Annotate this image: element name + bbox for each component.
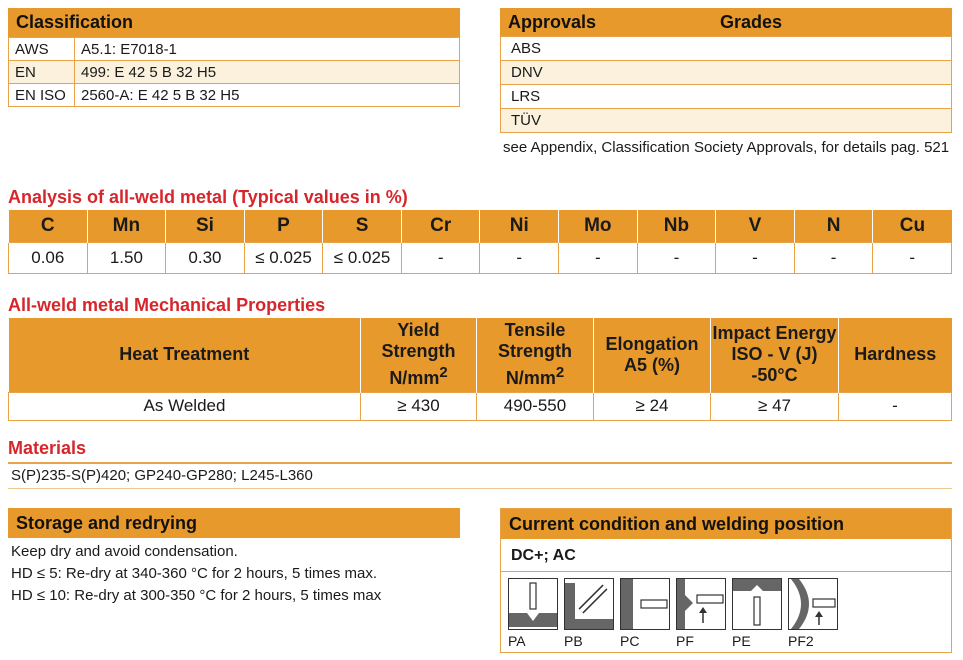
position-label: PA xyxy=(508,633,526,649)
element-value: ≤ 0.025 xyxy=(244,242,323,273)
mechanical-header-row xyxy=(9,318,952,392)
impact-value: ≥ 47 xyxy=(711,392,839,420)
position-pf-icon xyxy=(676,578,726,630)
approvals-note: see Appendix, Classification Society Approvals, for details pag. 521 xyxy=(503,139,950,156)
tensile-label-1: Tensile xyxy=(504,320,566,341)
element-header: Mo xyxy=(559,210,638,242)
elongation-label-2: A5 (%) xyxy=(623,354,680,375)
element-header: N xyxy=(794,210,873,242)
materials-title: Materials xyxy=(8,438,87,458)
divider xyxy=(8,488,952,489)
materials-text: S(P)235-S(P)420; GP240-GP280; L245-L360 xyxy=(11,467,313,484)
value-cell: 499: E 42 5 B 32 H5 xyxy=(75,61,460,84)
value-cell: A5.1: E7018-1 xyxy=(75,38,460,61)
heat-treatment-value: As Welded xyxy=(9,392,361,420)
position-pc-icon xyxy=(620,578,670,630)
standard-cell: EN ISO xyxy=(9,84,75,107)
tensile-value: 490-550 xyxy=(477,392,594,420)
hardness-header xyxy=(839,318,952,392)
element-value: - xyxy=(559,242,638,273)
position-pa-icon xyxy=(508,578,558,630)
element-value: - xyxy=(637,242,716,273)
current-condition: DC+; AC xyxy=(511,547,576,564)
classification-title: Classification xyxy=(16,12,134,32)
storage-title: Storage and redrying xyxy=(16,512,198,533)
element-header: Si xyxy=(166,210,245,242)
yield-label-1: Yield xyxy=(397,320,440,341)
divider xyxy=(501,571,951,572)
element-header: S xyxy=(323,210,402,242)
standard-cell: AWS xyxy=(9,38,75,61)
element-value: ≤ 0.025 xyxy=(323,242,402,273)
current-header xyxy=(501,509,951,539)
yield-header xyxy=(361,318,477,392)
table-row xyxy=(9,38,460,61)
table-row xyxy=(9,84,460,107)
element-header: C xyxy=(9,210,88,242)
yield-value: ≥ 430 xyxy=(361,392,477,420)
approval-cell: ABS xyxy=(501,37,952,61)
current-panel xyxy=(500,508,952,653)
position-pe-icon xyxy=(732,578,782,630)
tensile-sup: 2 xyxy=(555,364,565,382)
element-value: 0.30 xyxy=(166,242,245,273)
hardness-label: Hardness xyxy=(854,344,937,365)
mechanical-value-row xyxy=(9,392,952,420)
element-value: - xyxy=(873,242,952,273)
approvals-table xyxy=(500,36,952,133)
classification-table xyxy=(8,37,460,107)
element-header: Mn xyxy=(87,210,166,242)
element-header: Ni xyxy=(480,210,559,242)
table-row xyxy=(501,109,952,133)
table-row xyxy=(501,61,952,85)
element-header: V xyxy=(716,210,795,242)
position-pf2-icon xyxy=(788,578,838,630)
current-title: Current condition and welding position xyxy=(509,513,844,534)
heat-treatment-label: Heat Treatment xyxy=(119,344,250,365)
mechanical-table xyxy=(8,318,952,421)
storage-panel xyxy=(8,508,460,538)
analysis-header-row xyxy=(9,210,952,242)
table-row xyxy=(9,61,460,84)
storage-line: HD ≤ 5: Re-dry at 340-360 °C for 2 hours, 5 times max. xyxy=(11,565,378,582)
element-value: 0.06 xyxy=(9,242,88,273)
table-row xyxy=(501,37,952,61)
elongation-label-1: Elongation xyxy=(605,333,699,354)
element-value: - xyxy=(480,242,559,273)
element-header: P xyxy=(244,210,323,242)
element-value: - xyxy=(716,242,795,273)
yield-label-2: Strength xyxy=(381,341,456,362)
classification-header xyxy=(8,8,460,37)
analysis-table xyxy=(8,210,952,274)
element-header: Nb xyxy=(637,210,716,242)
analysis-title: Analysis of all-weld metal (Typical values in %) xyxy=(8,187,408,207)
hardness-value: - xyxy=(839,392,952,420)
impact-label-2: ISO - V (J) xyxy=(731,344,818,365)
storage-header xyxy=(8,508,460,538)
impact-header xyxy=(711,318,839,392)
value-cell: 2560-A: E 42 5 B 32 H5 xyxy=(75,84,460,107)
mechanical-title: All-weld metal Mechanical Properties xyxy=(8,295,326,315)
classification-panel xyxy=(8,8,460,107)
analysis-panel xyxy=(8,210,952,274)
impact-label-3: -50°C xyxy=(751,365,798,386)
divider xyxy=(8,462,952,464)
element-header: Cu xyxy=(873,210,952,242)
position-label: PF2 xyxy=(788,633,814,649)
element-value: - xyxy=(794,242,873,273)
element-header: Cr xyxy=(401,210,480,242)
element-value: 1.50 xyxy=(87,242,166,273)
elongation-header xyxy=(594,318,711,392)
approval-cell: DNV xyxy=(501,61,952,85)
position-label: PB xyxy=(564,633,583,649)
yield-sup: 2 xyxy=(439,364,448,382)
analysis-value-row xyxy=(9,242,952,273)
table-row xyxy=(501,85,952,109)
tensile-label-2: Strength xyxy=(498,341,572,362)
position-label: PE xyxy=(732,633,751,649)
approval-cell: TÜV xyxy=(501,109,952,133)
mechanical-panel xyxy=(8,318,952,421)
tensile-label-3: N/mm xyxy=(505,368,556,389)
storage-line: HD ≤ 10: Re-dry at 300-350 °C for 2 hours, 5 times max xyxy=(11,587,382,604)
impact-label-1: Impact Energy xyxy=(712,323,837,344)
yield-label-3: N/mm xyxy=(389,368,440,389)
position-label: PC xyxy=(620,633,640,649)
element-value: - xyxy=(401,242,480,273)
storage-line: Keep dry and avoid condensation. xyxy=(11,543,238,560)
standard-cell: EN xyxy=(9,61,75,84)
approvals-title: Approvals xyxy=(508,11,597,32)
approvals-header xyxy=(500,8,952,36)
position-label: PF xyxy=(676,633,694,649)
elongation-value: ≥ 24 xyxy=(594,392,711,420)
approvals-panel xyxy=(500,8,952,133)
grades-title: Grades xyxy=(720,11,783,32)
approval-cell: LRS xyxy=(501,85,952,109)
position-pb-icon xyxy=(564,578,614,630)
tensile-header xyxy=(477,318,594,392)
heat-treatment-header xyxy=(9,318,361,392)
